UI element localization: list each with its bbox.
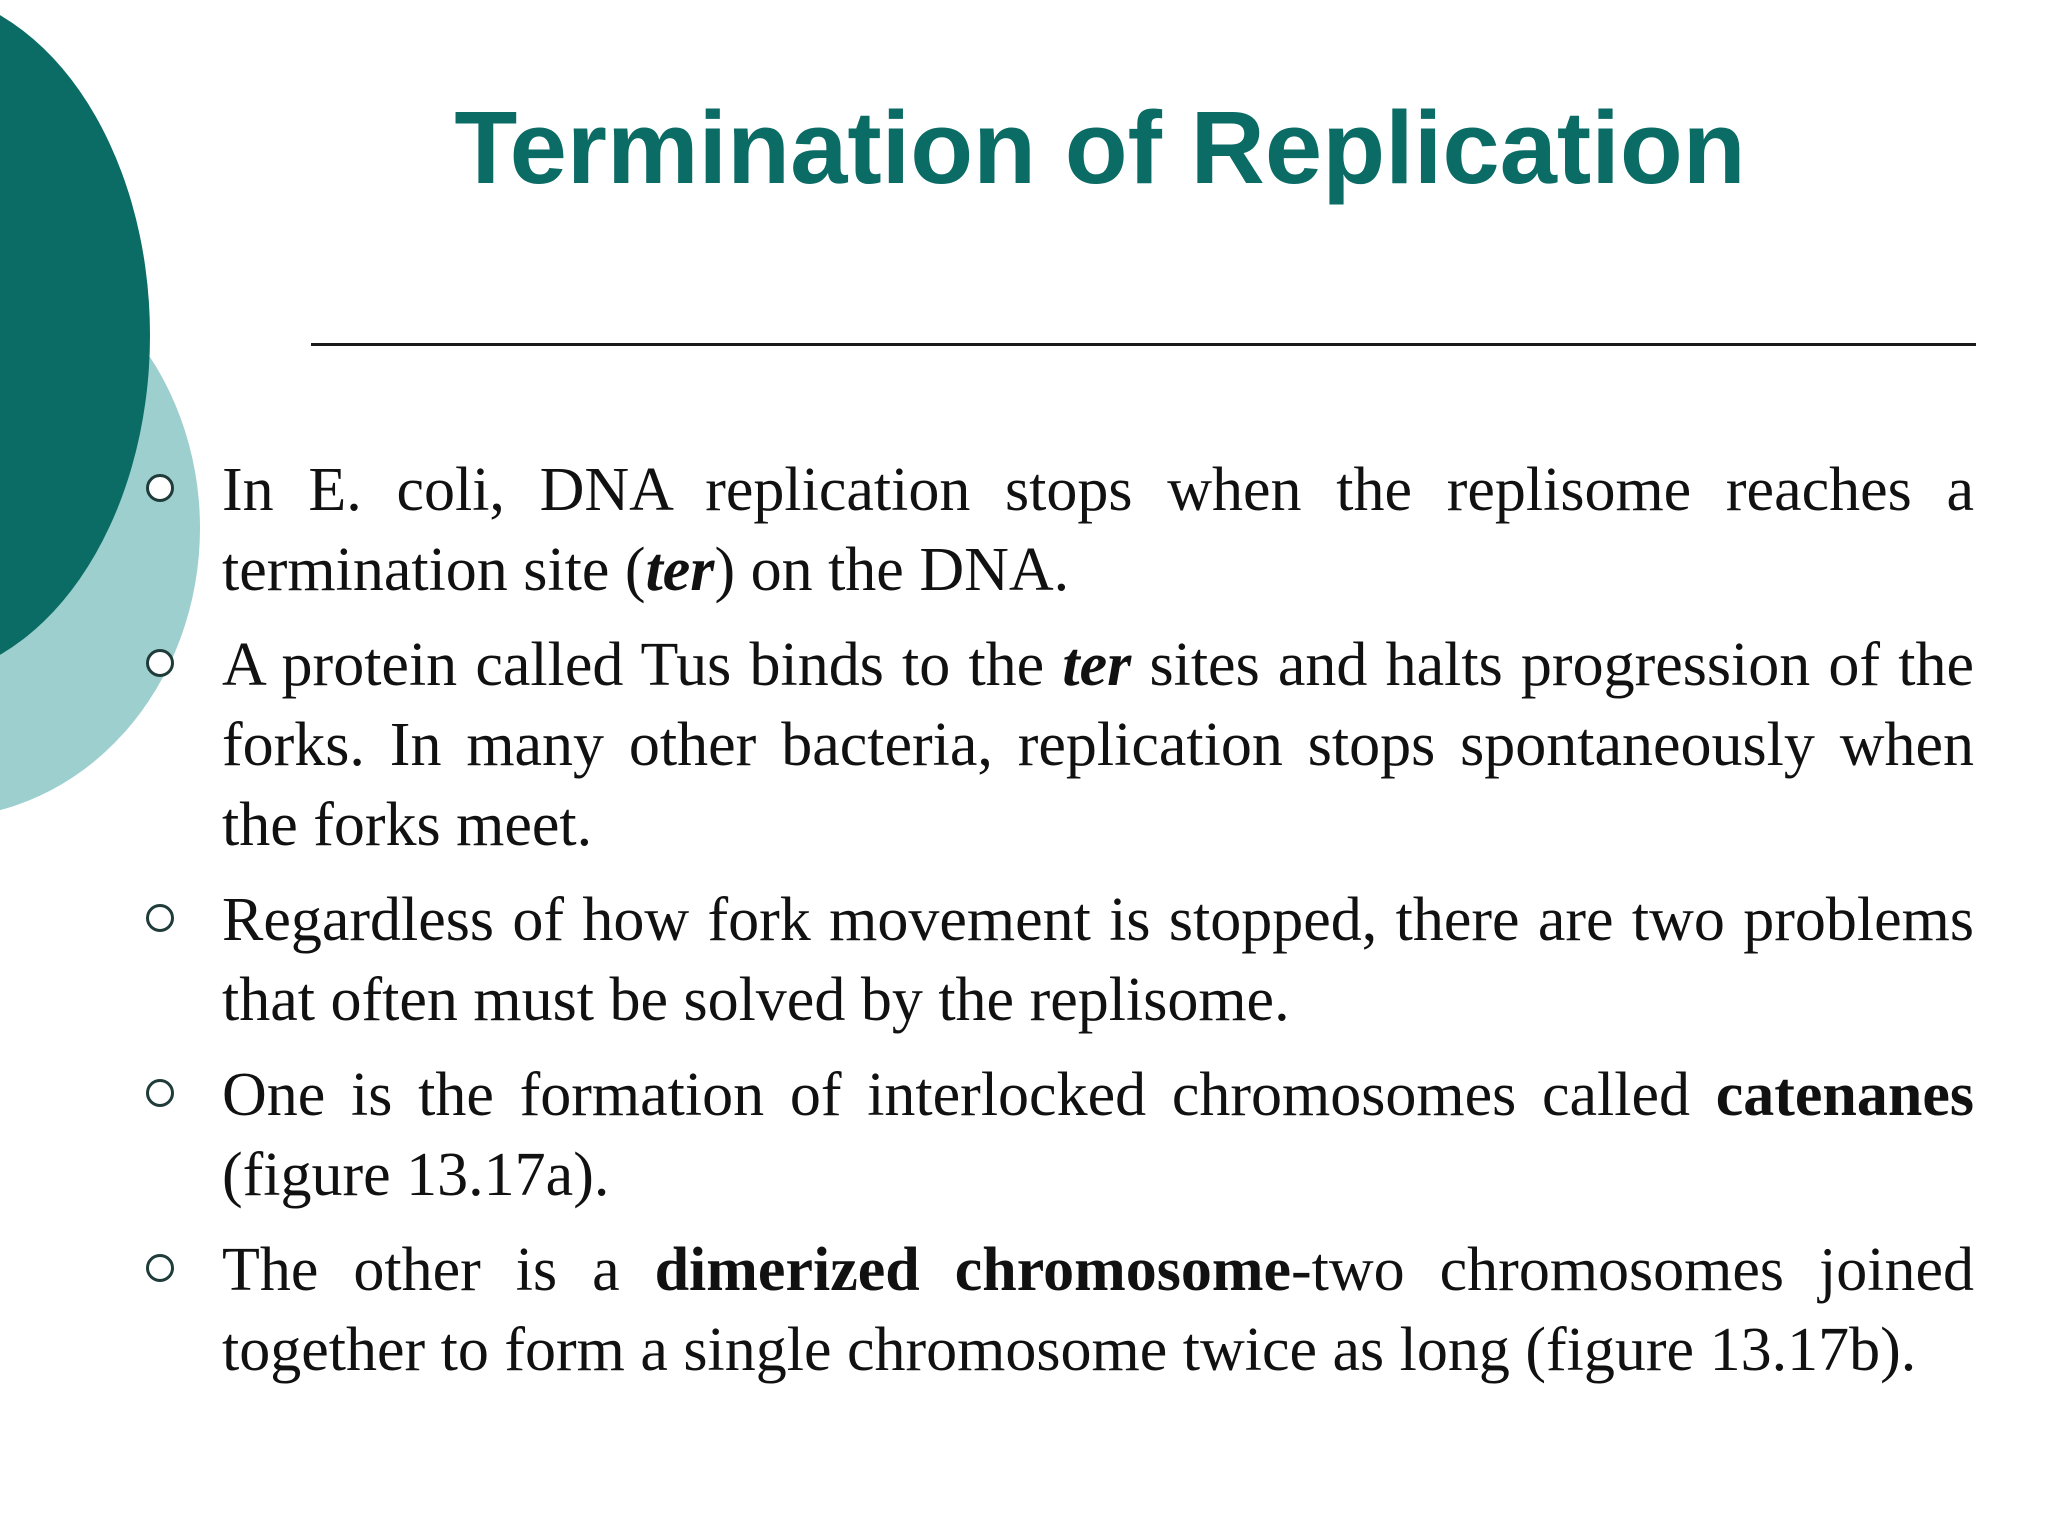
- circle-bullet-icon: [146, 1254, 174, 1282]
- bullet-text: [222, 450, 1974, 610]
- bullet-text: [222, 625, 1974, 865]
- emphasis-text: ter: [645, 536, 715, 604]
- text-run: sites and halts progression of the forks. In many other bacteria, replication stops spontaneously when the forks meet.: [222, 631, 1975, 859]
- bullet-item: [222, 1230, 1974, 1390]
- bullet-item: [222, 1055, 1974, 1215]
- circle-bullet-icon: [146, 474, 174, 502]
- bullet-item: [222, 450, 1974, 610]
- bullet-item: [222, 625, 1974, 865]
- bullet-list: [222, 450, 1974, 1405]
- title-divider: [311, 343, 1976, 346]
- bullet-text: [222, 1230, 1974, 1390]
- text-run: One is the formation of interlocked chromosomes called: [222, 1061, 1716, 1129]
- bullet-text: [222, 1055, 1974, 1215]
- text-run: -two chromosomes joined together to form a single chromosome twice as long (figure 13.17b).: [222, 1236, 1974, 1384]
- text-run: (figure 13.17a).: [222, 1141, 610, 1209]
- bold-term: catenanes: [1715, 1061, 1974, 1129]
- circle-bullet-icon: [146, 649, 174, 677]
- circle-bullet-icon: [146, 904, 174, 932]
- bullet-item: [222, 880, 1974, 1040]
- text-run: ) on the DNA.: [714, 536, 1070, 604]
- emphasis-text: ter: [1062, 631, 1132, 699]
- slide-title: Termination of Replication: [454, 90, 1746, 205]
- text-run: In E. coli, DNA replication stops when the replisome reaches a termination site (: [222, 456, 1974, 604]
- circle-bullet-icon: [146, 1079, 174, 1107]
- text-run: The other is a: [222, 1236, 655, 1304]
- text-run: Regardless of how fork movement is stopped, there are two problems that often must be solved by the replisome.: [222, 886, 1974, 1034]
- bold-term: dimerized chromosome: [654, 1236, 1292, 1304]
- bullet-text: [222, 880, 1974, 1040]
- text-run: A protein called Tus binds to the: [222, 631, 1063, 699]
